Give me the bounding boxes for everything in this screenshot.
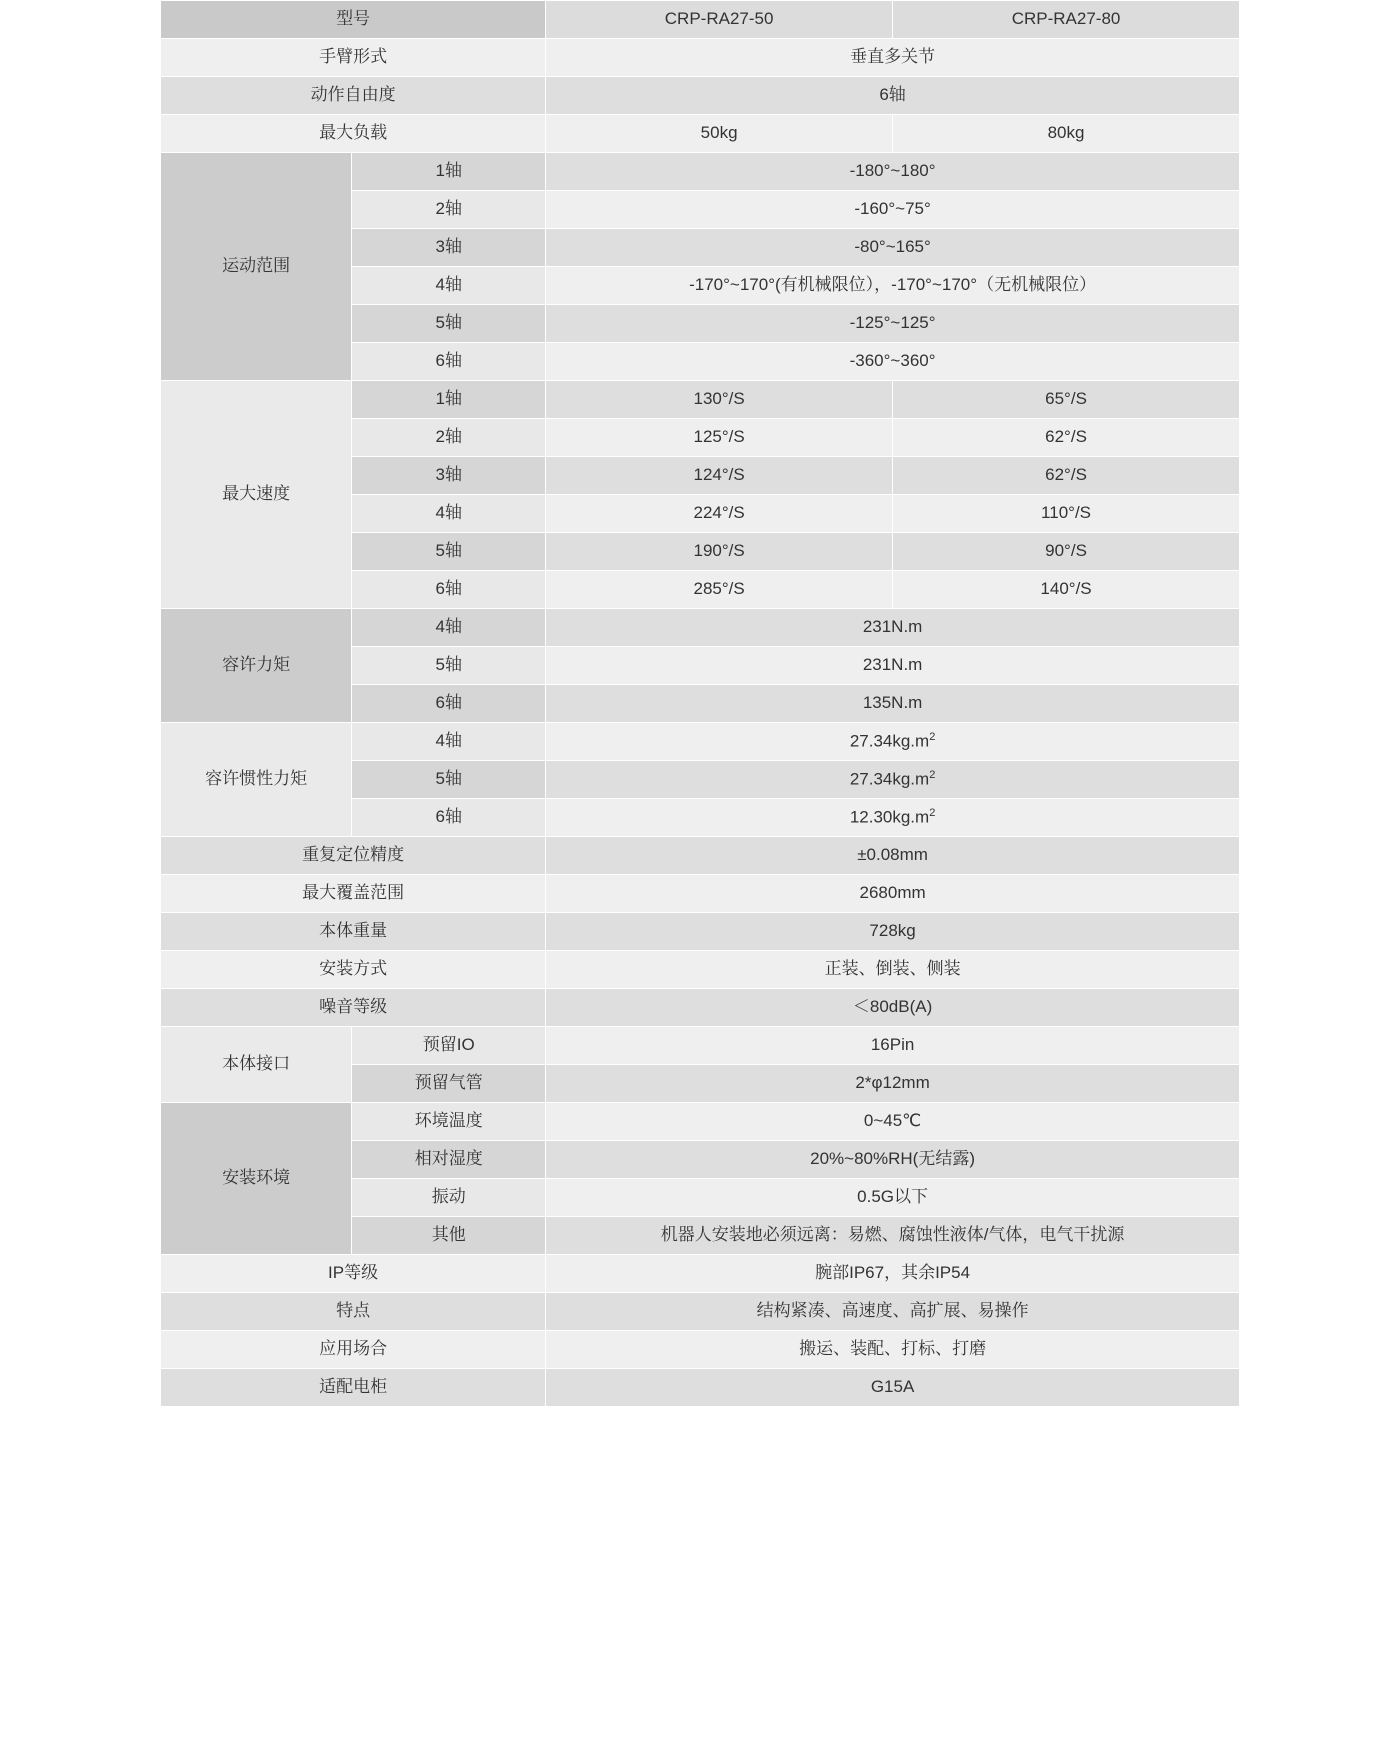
body-weight-value: 728kg	[546, 913, 1240, 951]
allowable-torque-axis-6: 6轴	[352, 685, 546, 723]
environment-item-vibration: 振动	[352, 1179, 546, 1217]
inertia-exponent-5: 2	[929, 768, 936, 781]
table-row	[161, 989, 1240, 1027]
environment-item-temperature: 环境温度	[352, 1103, 546, 1141]
repeatability-label: 重复定位精度	[161, 837, 546, 875]
motion-range-axis-5: 5轴	[352, 305, 546, 343]
max-reach-label: 最大覆盖范围	[161, 875, 546, 913]
allowable-torque-label: 容许力矩	[161, 609, 352, 723]
allowable-inertia-value-6	[546, 799, 1240, 837]
inertia-value-text-5: 27.34kg.m	[849, 769, 930, 789]
mounting-label: 安装方式	[161, 951, 546, 989]
max-speed-50-4: 224°/S	[546, 495, 893, 533]
environment-value-other: 机器人安装地必须远离：易燃、腐蚀性液体/气体，电气干扰源	[546, 1217, 1240, 1255]
motion-range-value-4: -170°~170°(有机械限位），-170°~170°（无机械限位）	[546, 267, 1240, 305]
features-label: 特点	[161, 1293, 546, 1331]
table-row	[161, 39, 1240, 77]
allowable-torque-value-6: 135N.m	[546, 685, 1240, 723]
motion-range-axis-2: 2轴	[352, 191, 546, 229]
dof-value: 6轴	[546, 77, 1240, 115]
motion-range-value-5: -125°~125°	[546, 305, 1240, 343]
body-interface-item-air: 预留气管	[352, 1065, 546, 1103]
inertia-value-text-6: 12.30kg.m	[849, 807, 930, 827]
cabinet-label: 适配电柜	[161, 1369, 546, 1407]
payload-value-80: 80kg	[893, 115, 1240, 153]
noise-level-label: 噪音等级	[161, 989, 546, 1027]
max-speed-50-5: 190°/S	[546, 533, 893, 571]
header-model-crp-ra27-50: CRP-RA27-50	[546, 1, 893, 39]
motion-range-value-2: -160°~75°	[546, 191, 1240, 229]
body-interface-value-air: 2*φ12mm	[546, 1065, 1240, 1103]
environment-item-other: 其他	[352, 1217, 546, 1255]
inertia-exponent-4: 2	[929, 730, 936, 743]
body-interface-value-io: 16Pin	[546, 1027, 1240, 1065]
table-row	[161, 1369, 1240, 1407]
max-speed-axis-2: 2轴	[352, 419, 546, 457]
table-row	[161, 609, 1240, 647]
max-speed-axis-5: 5轴	[352, 533, 546, 571]
max-speed-80-6: 140°/S	[893, 571, 1240, 609]
max-speed-50-3: 124°/S	[546, 457, 893, 495]
body-interface-item-io: 预留IO	[352, 1027, 546, 1065]
table-row	[161, 875, 1240, 913]
ip-rating-label: IP等级	[161, 1255, 546, 1293]
motion-range-value-1: -180°~180°	[546, 153, 1240, 191]
allowable-inertia-axis-5: 5轴	[352, 761, 546, 799]
max-speed-axis-4: 4轴	[352, 495, 546, 533]
max-speed-axis-6: 6轴	[352, 571, 546, 609]
arm-type-value: 垂直多关节	[546, 39, 1240, 77]
body-weight-label: 本体重量	[161, 913, 546, 951]
max-speed-80-3: 62°/S	[893, 457, 1240, 495]
max-reach-value: 2680mm	[546, 875, 1240, 913]
table-header-row	[161, 1, 1240, 39]
mounting-value: 正装、倒装、侧装	[546, 951, 1240, 989]
inertia-exponent-6: 2	[929, 806, 936, 819]
motion-range-label: 运动范围	[161, 153, 352, 381]
robot-specification-table	[160, 0, 1240, 1407]
table-row	[161, 1255, 1240, 1293]
inertia-value-text-4: 27.34kg.m	[849, 731, 930, 751]
allowable-torque-value-5: 231N.m	[546, 647, 1240, 685]
motion-range-axis-1: 1轴	[352, 153, 546, 191]
max-speed-50-6: 285°/S	[546, 571, 893, 609]
features-value: 结构紧凑、高速度、高扩展、易操作	[546, 1293, 1240, 1331]
payload-label: 最大负载	[161, 115, 546, 153]
body-interface-label: 本体接口	[161, 1027, 352, 1103]
arm-type-label: 手臂形式	[161, 39, 546, 77]
table-row	[161, 1027, 1240, 1065]
allowable-torque-value-4: 231N.m	[546, 609, 1240, 647]
header-model-crp-ra27-80: CRP-RA27-80	[893, 1, 1240, 39]
max-speed-50-2: 125°/S	[546, 419, 893, 457]
environment-value-vibration: 0.5G以下	[546, 1179, 1240, 1217]
allowable-torque-axis-5: 5轴	[352, 647, 546, 685]
table-row	[161, 1103, 1240, 1141]
header-model-label: 型号	[161, 1, 546, 39]
environment-item-humidity: 相对湿度	[352, 1141, 546, 1179]
allowable-inertia-axis-4: 4轴	[352, 723, 546, 761]
environment-value-temperature: 0~45℃	[546, 1103, 1240, 1141]
table-row	[161, 1293, 1240, 1331]
allowable-inertia-value-4	[546, 723, 1240, 761]
installation-environment-label: 安装环境	[161, 1103, 352, 1255]
motion-range-value-6: -360°~360°	[546, 343, 1240, 381]
table-row	[161, 1331, 1240, 1369]
allowable-inertia-label: 容许惯性力矩	[161, 723, 352, 837]
table-row	[161, 951, 1240, 989]
applications-label: 应用场合	[161, 1331, 546, 1369]
max-speed-80-2: 62°/S	[893, 419, 1240, 457]
cabinet-value: G15A	[546, 1369, 1240, 1407]
max-speed-50-1: 130°/S	[546, 381, 893, 419]
table-row	[161, 837, 1240, 875]
dof-label: 动作自由度	[161, 77, 546, 115]
payload-value-50: 50kg	[546, 115, 893, 153]
table-row	[161, 115, 1240, 153]
table-row	[161, 381, 1240, 419]
allowable-inertia-value-5	[546, 761, 1240, 799]
ip-rating-value: 腕部IP67，其余IP54	[546, 1255, 1240, 1293]
motion-range-value-3: -80°~165°	[546, 229, 1240, 267]
allowable-inertia-axis-6: 6轴	[352, 799, 546, 837]
table-row	[161, 723, 1240, 761]
max-speed-axis-3: 3轴	[352, 457, 546, 495]
motion-range-axis-3: 3轴	[352, 229, 546, 267]
motion-range-axis-4: 4轴	[352, 267, 546, 305]
max-speed-label: 最大速度	[161, 381, 352, 609]
table-row	[161, 77, 1240, 115]
max-speed-80-4: 110°/S	[893, 495, 1240, 533]
noise-level-value: ＜80dB(A)	[546, 989, 1240, 1027]
max-speed-axis-1: 1轴	[352, 381, 546, 419]
allowable-torque-axis-4: 4轴	[352, 609, 546, 647]
table-row	[161, 913, 1240, 951]
environment-value-humidity: 20%~80%RH(无结露)	[546, 1141, 1240, 1179]
motion-range-axis-6: 6轴	[352, 343, 546, 381]
max-speed-80-5: 90°/S	[893, 533, 1240, 571]
max-speed-80-1: 65°/S	[893, 381, 1240, 419]
applications-value: 搬运、装配、打标、打磨	[546, 1331, 1240, 1369]
table-row	[161, 153, 1240, 191]
repeatability-value: ±0.08mm	[546, 837, 1240, 875]
